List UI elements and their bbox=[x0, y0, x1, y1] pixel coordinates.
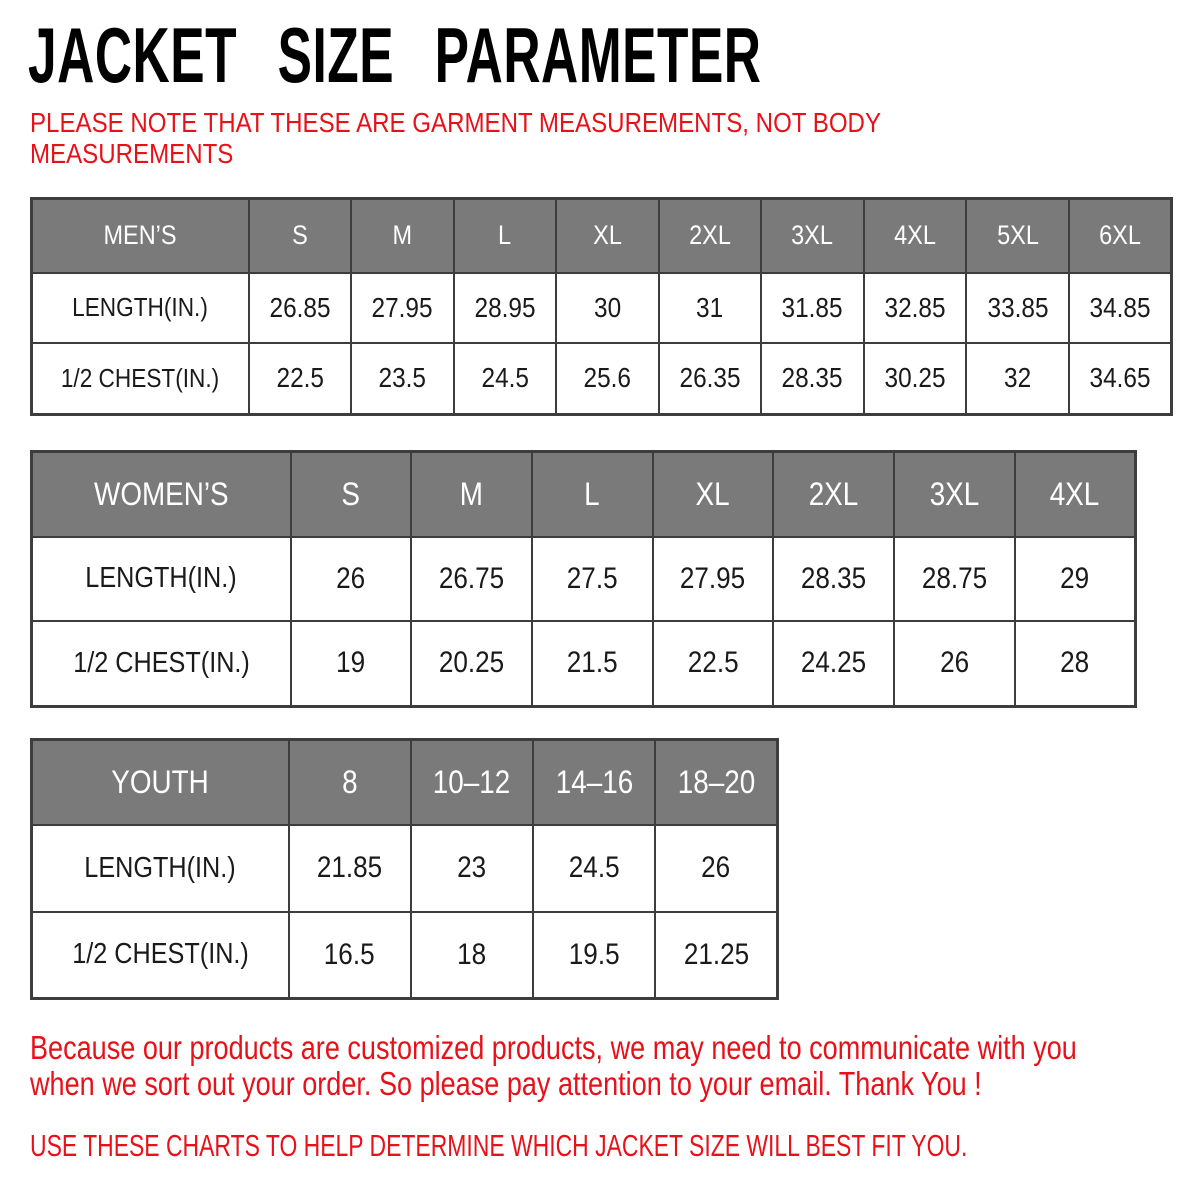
youth-table-title-cell bbox=[32, 740, 289, 825]
cell-text: 20.25 bbox=[438, 646, 505, 680]
value-cell bbox=[351, 273, 454, 343]
value-cell bbox=[556, 273, 659, 343]
cell-text: 24.25 bbox=[801, 646, 867, 680]
notice-line: when we sort out your order. So please pay attention to your email. Thank You ! bbox=[30, 1065, 982, 1103]
cell-text: 3XL bbox=[791, 220, 834, 251]
cell-text: 21.85 bbox=[316, 851, 383, 884]
cell-text: 28.75 bbox=[921, 561, 988, 595]
cell-text: 28 bbox=[1060, 646, 1090, 680]
cell-text: 34.85 bbox=[1089, 291, 1151, 323]
value-cell bbox=[894, 621, 1015, 707]
cell-text: 5XL bbox=[996, 220, 1039, 251]
value-cell bbox=[864, 343, 967, 415]
cell-text: 22.5 bbox=[276, 362, 324, 394]
value-cell bbox=[454, 273, 557, 343]
size-col-header bbox=[1069, 199, 1172, 273]
cell-text: 8 bbox=[341, 763, 358, 800]
cell-text: WOMEN’S bbox=[93, 475, 229, 512]
cell-text: 19 bbox=[336, 646, 366, 680]
note-line: PLEASE NOTE THAT THESE ARE GARMENT MEASUREMENTS, NOT BODY bbox=[30, 107, 882, 138]
mens-header-row bbox=[32, 199, 1172, 273]
cell-text: 32.85 bbox=[884, 291, 946, 323]
cell-text: 16.5 bbox=[324, 937, 376, 971]
value-cell bbox=[289, 825, 411, 912]
size-col-header bbox=[966, 199, 1069, 273]
value-cell bbox=[289, 912, 411, 999]
mens-chest-row bbox=[32, 343, 1172, 415]
value-cell bbox=[411, 537, 532, 621]
cell-text: 2XL bbox=[689, 220, 731, 251]
size-col-header bbox=[411, 740, 533, 825]
value-cell bbox=[351, 343, 454, 415]
value-cell bbox=[1015, 537, 1136, 621]
youth-chest-row bbox=[32, 912, 778, 999]
cell-text: 31.85 bbox=[782, 291, 843, 323]
value-cell bbox=[249, 273, 352, 343]
value-cell bbox=[533, 912, 655, 999]
value-cell bbox=[773, 537, 894, 621]
value-cell bbox=[1015, 621, 1136, 707]
value-cell bbox=[411, 825, 533, 912]
value-cell bbox=[533, 825, 655, 912]
cell-text: 24.5 bbox=[568, 851, 620, 884]
size-col-header bbox=[533, 740, 655, 825]
cell-text: 33.85 bbox=[987, 291, 1049, 323]
cell-text: 31 bbox=[696, 291, 724, 323]
size-col-header bbox=[289, 740, 411, 825]
cell-text: 23 bbox=[457, 851, 487, 884]
cell-text: 26.85 bbox=[269, 291, 331, 323]
size-col-header bbox=[894, 452, 1015, 537]
cell-text: 21.5 bbox=[566, 646, 618, 680]
cell-text: M bbox=[392, 220, 413, 251]
mens-table-title-cell bbox=[32, 199, 249, 273]
value-cell bbox=[966, 343, 1069, 415]
womens-size-table bbox=[30, 450, 1137, 708]
cell-text: 29 bbox=[1060, 561, 1090, 595]
customization-notice bbox=[30, 1030, 1077, 1103]
size-col-header bbox=[659, 199, 762, 273]
value-cell bbox=[411, 621, 532, 707]
cell-text: 34.65 bbox=[1089, 362, 1151, 394]
value-cell bbox=[773, 621, 894, 707]
youth-length-row bbox=[32, 825, 778, 912]
size-col-header bbox=[249, 199, 352, 273]
cell-text: 28.95 bbox=[474, 291, 536, 323]
cell-text: L bbox=[584, 475, 600, 512]
cell-text: YOUTH bbox=[111, 763, 209, 800]
value-cell bbox=[655, 912, 777, 999]
cell-text: 19.5 bbox=[568, 937, 620, 971]
youth-size-table bbox=[30, 738, 779, 1000]
row-label bbox=[32, 537, 291, 621]
size-col-header bbox=[864, 199, 967, 273]
cell-text: 10–12 bbox=[433, 763, 511, 800]
value-cell bbox=[655, 825, 777, 912]
value-cell bbox=[659, 343, 762, 415]
cell-text: 26 bbox=[336, 561, 366, 595]
size-col-header bbox=[1015, 452, 1136, 537]
cell-text: 27.95 bbox=[680, 561, 746, 595]
cell-text: S bbox=[291, 220, 308, 251]
mens-length-row bbox=[32, 273, 1172, 343]
size-col-header bbox=[655, 740, 777, 825]
size-col-header bbox=[653, 452, 774, 537]
cell-text: 28.35 bbox=[782, 362, 843, 394]
value-cell bbox=[532, 621, 653, 707]
row-label bbox=[32, 825, 289, 912]
cell-text: XL bbox=[695, 475, 730, 512]
cell-text: 18–20 bbox=[677, 763, 755, 800]
cell-text: LENGTH(IN.) bbox=[84, 851, 236, 884]
youth-header-row bbox=[32, 740, 778, 825]
cell-text: 26 bbox=[939, 646, 969, 680]
note-line: MEASUREMENTS bbox=[30, 138, 234, 170]
cell-text: 2XL bbox=[808, 475, 859, 512]
cell-text: 30.25 bbox=[884, 362, 946, 394]
cell-text: S bbox=[341, 475, 361, 512]
cell-text: M bbox=[459, 475, 484, 512]
value-cell bbox=[653, 621, 774, 707]
value-cell bbox=[894, 537, 1015, 621]
value-cell bbox=[411, 912, 533, 999]
cell-text: L bbox=[498, 220, 512, 251]
cell-text: 1/2 CHEST(IN.) bbox=[61, 362, 220, 393]
size-col-header bbox=[761, 199, 864, 273]
row-label bbox=[32, 912, 289, 999]
value-cell bbox=[1069, 343, 1172, 415]
cell-text: 21.25 bbox=[683, 937, 749, 971]
cell-text: 14–16 bbox=[555, 763, 633, 800]
cell-text: 30 bbox=[593, 291, 621, 323]
value-cell bbox=[249, 343, 352, 415]
womens-table-title-cell bbox=[32, 452, 291, 537]
value-cell bbox=[864, 273, 967, 343]
cell-text: 1/2 CHEST(IN.) bbox=[71, 938, 249, 971]
value-cell bbox=[532, 537, 653, 621]
cell-text: 28.35 bbox=[801, 561, 867, 595]
row-label bbox=[32, 273, 249, 343]
mens-size-table bbox=[30, 197, 1173, 416]
value-cell bbox=[556, 343, 659, 415]
value-cell bbox=[1069, 273, 1172, 343]
womens-header-row bbox=[32, 452, 1136, 537]
row-label bbox=[32, 621, 291, 707]
cell-text: MEN’S bbox=[103, 220, 177, 251]
cell-text: 27.5 bbox=[566, 561, 618, 595]
value-cell bbox=[291, 621, 412, 707]
size-col-header bbox=[556, 199, 659, 273]
row-label bbox=[32, 343, 249, 415]
cell-text: 26 bbox=[701, 851, 731, 884]
cell-text: 22.5 bbox=[687, 646, 739, 680]
cell-text: XL bbox=[593, 220, 622, 251]
womens-chest-row bbox=[32, 621, 1136, 707]
cell-text: 25.6 bbox=[583, 362, 632, 394]
size-col-header bbox=[773, 452, 894, 537]
value-cell bbox=[966, 273, 1069, 343]
cell-text: 1/2 CHEST(IN.) bbox=[72, 646, 250, 679]
womens-length-row bbox=[32, 537, 1136, 621]
cell-text: 23.5 bbox=[378, 362, 427, 394]
garment-measurement-note bbox=[30, 107, 881, 170]
cell-text: 3XL bbox=[929, 475, 980, 512]
cell-text: 24.5 bbox=[481, 362, 529, 394]
value-cell bbox=[761, 343, 864, 415]
size-col-header bbox=[291, 452, 412, 537]
size-col-header bbox=[351, 199, 454, 273]
cell-text: LENGTH(IN.) bbox=[85, 562, 237, 594]
size-col-header bbox=[532, 452, 653, 537]
cell-text: 4XL bbox=[894, 220, 936, 251]
size-col-header bbox=[411, 452, 532, 537]
cell-text: 18 bbox=[457, 937, 487, 971]
cell-text: 6XL bbox=[1099, 220, 1141, 251]
value-cell bbox=[659, 273, 762, 343]
value-cell bbox=[761, 273, 864, 343]
cell-text: 26.35 bbox=[679, 362, 741, 394]
cell-text: 26.75 bbox=[438, 561, 505, 595]
notice-line: Because our products are customized products, we may need to communicate with you bbox=[30, 1029, 1077, 1066]
cell-text: 27.95 bbox=[371, 291, 433, 323]
usage-instruction: USE THESE CHARTS TO HELP DETERMINE WHICH JACKET SIZE WILL BEST FIT YOU. bbox=[30, 1128, 968, 1163]
value-cell bbox=[291, 537, 412, 621]
value-cell bbox=[653, 537, 774, 621]
cell-text: LENGTH(IN.) bbox=[72, 292, 209, 322]
cell-text: 32 bbox=[1004, 362, 1032, 394]
page-title: JACKET SIZE PARAMETER bbox=[28, 11, 762, 99]
cell-text: 4XL bbox=[1050, 475, 1100, 512]
size-col-header bbox=[454, 199, 557, 273]
value-cell bbox=[454, 343, 557, 415]
